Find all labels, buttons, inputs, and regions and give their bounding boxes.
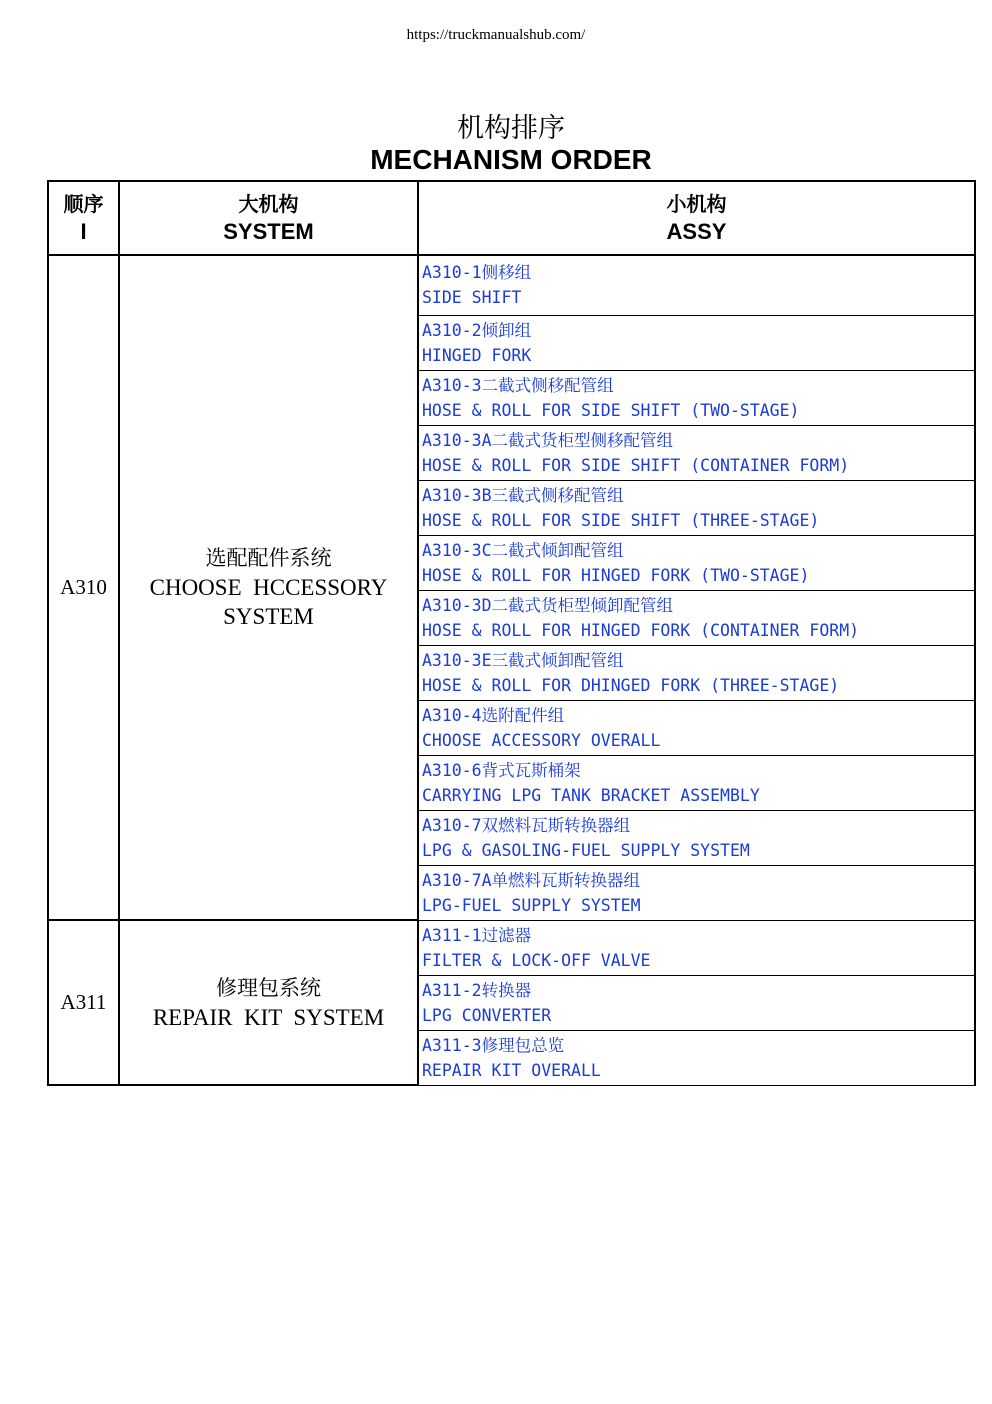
column-header-system-cn: 大机构 <box>238 192 299 216</box>
assy-code: A310-6背式瓦斯桶架 <box>422 760 581 780</box>
assy-code: A310-2倾卸组 <box>422 320 532 340</box>
assy-name-en: CHOOSE ACCESSORY OVERALL <box>422 730 661 750</box>
assy-name-en: SIDE SHIFT <box>422 288 522 308</box>
assy-name-en: HINGED FORK <box>422 345 532 365</box>
assy-cell[interactable] <box>418 480 975 535</box>
column-header-order-cn: 顺序 <box>63 192 104 216</box>
assy-name-en: LPG-FUEL SUPPLY SYSTEM <box>422 895 641 915</box>
assy-name-en: HOSE & ROLL FOR SIDE SHIFT (TWO-STAGE) <box>422 400 800 420</box>
system-name-cn: 修理包系统 <box>216 975 321 1000</box>
column-header-system <box>119 181 418 255</box>
system-cell <box>119 920 418 1085</box>
table-row <box>48 920 975 975</box>
assy-code: A310-1侧移组 <box>422 263 532 283</box>
column-header-order <box>48 181 119 255</box>
assy-code: A311-3修理包总览 <box>422 1035 565 1055</box>
assy-cell[interactable] <box>418 315 975 370</box>
assy-name-en: HOSE & ROLL FOR DHINGED FORK (THREE-STAGE) <box>422 675 840 695</box>
assy-code: A310-3B三截式侧移配管组 <box>422 485 624 505</box>
table-row <box>48 255 975 315</box>
assy-cell[interactable] <box>418 535 975 590</box>
assy-name-en: CARRYING LPG TANK BRACKET ASSEMBLY <box>422 785 760 805</box>
column-header-order-en: I <box>80 219 87 244</box>
column-header-assy <box>418 181 975 255</box>
assy-code: A311-1过滤器 <box>422 925 532 945</box>
assy-cell[interactable] <box>418 920 975 975</box>
assy-name-en: FILTER & LOCK-OFF VALVE <box>422 950 651 970</box>
assy-code: A311-2转换器 <box>422 980 532 1000</box>
assy-code: A310-3A二截式货柜型侧移配管组 <box>422 430 674 450</box>
page-title-en: MECHANISM ORDER <box>370 144 652 175</box>
assy-cell[interactable] <box>418 975 975 1030</box>
column-header-assy-cn: 小机构 <box>666 192 727 216</box>
assy-name-en: HOSE & ROLL FOR HINGED FORK (TWO-STAGE) <box>422 565 810 585</box>
system-cell <box>119 255 418 920</box>
assy-name-en: HOSE & ROLL FOR HINGED FORK (CONTAINER FORM) <box>422 620 860 640</box>
assy-cell[interactable] <box>418 755 975 810</box>
assy-code: A310-7A单燃料瓦斯转换器组 <box>422 870 641 890</box>
order-cell: A311 <box>48 920 119 1085</box>
assy-cell[interactable] <box>418 590 975 645</box>
assy-cell[interactable] <box>418 700 975 755</box>
assy-cell[interactable] <box>418 425 975 480</box>
mechanism-order-table <box>47 180 976 1086</box>
table-header-row <box>48 181 975 255</box>
assy-cell[interactable] <box>418 255 975 315</box>
assy-code: A310-4选附配件组 <box>422 705 565 725</box>
assy-code: A310-3E三截式倾卸配管组 <box>422 650 624 670</box>
assy-name-en: REPAIR KIT OVERALL <box>422 1060 601 1080</box>
table-body <box>48 255 975 1085</box>
header-url: https://truckmanualshub.com/ <box>406 27 586 43</box>
assy-code: A310-3D二截式货柜型倾卸配管组 <box>422 595 674 615</box>
assy-code: A310-3C二截式倾卸配管组 <box>422 540 624 560</box>
assy-cell[interactable] <box>418 370 975 425</box>
assy-code: A310-3二截式侧移配管组 <box>422 375 614 395</box>
assy-name-en: LPG CONVERTER <box>422 1005 552 1025</box>
system-name-cn: 选配配件系统 <box>205 546 332 570</box>
assy-code: A310-7双燃料瓦斯转换器组 <box>422 815 631 835</box>
order-cell: A310 <box>48 255 119 920</box>
assy-cell[interactable] <box>418 645 975 700</box>
column-header-assy-en: ASSY <box>666 219 727 244</box>
system-name-en: CHOOSE HCCESSORY SYSTEM <box>149 575 394 629</box>
page-title-cn: 机构排序 <box>457 113 565 144</box>
column-header-system-en: SYSTEM <box>223 219 314 244</box>
assy-cell[interactable] <box>418 1030 975 1085</box>
assy-cell[interactable] <box>418 810 975 865</box>
assy-name-en: LPG & GASOLING-FUEL SUPPLY SYSTEM <box>422 840 750 860</box>
assy-name-en: HOSE & ROLL FOR SIDE SHIFT (CONTAINER FORM) <box>422 455 850 475</box>
assy-cell[interactable] <box>418 865 975 920</box>
assy-name-en: HOSE & ROLL FOR SIDE SHIFT (THREE-STAGE) <box>422 510 820 530</box>
system-name-en: REPAIR KIT SYSTEM <box>152 1004 385 1030</box>
